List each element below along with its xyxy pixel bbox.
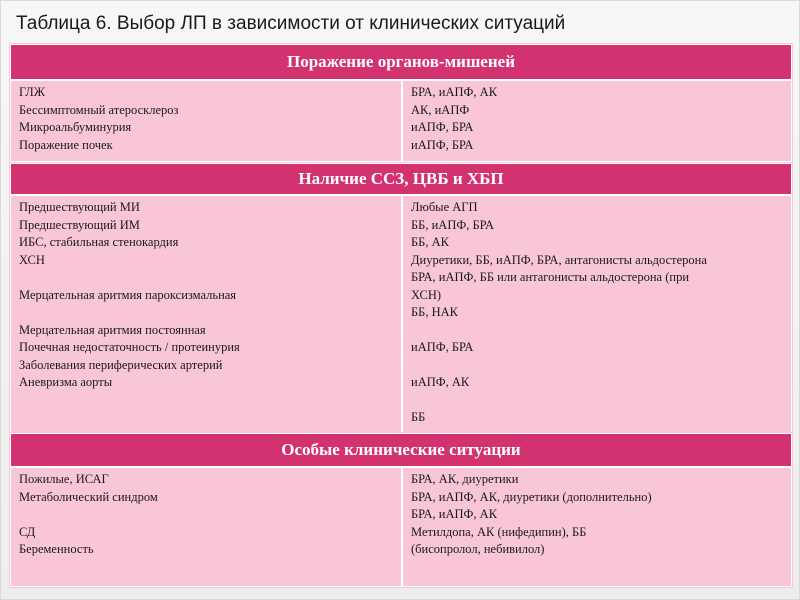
condition-line: Мерцательная аритмия пароксизмальная [19,287,237,302]
conditions-column [11,196,403,432]
condition-line: ИБС, стабильная стенокардия [19,235,179,249]
condition-line: Метаболический синдром [19,489,158,504]
drug-line: БРА, иАПФ, АК [411,85,498,99]
condition-line: ХСН [19,252,45,267]
condition-line: Заболевания периферических артерий [19,357,223,372]
drug-line [411,322,785,340]
drug-line: БРА, иАПФ, ББ или антагонисты альдостерона (при [411,270,690,284]
condition-line: Мерцательная аритмия постоянная [19,322,206,337]
drug-line: БРА, иАПФ, АК, диуретики (дополнительно) [411,489,652,504]
drug-line: иАПФ, БРА [411,137,474,152]
section-target-organs [10,44,792,162]
drug-line: иАПФ, АК [411,375,470,389]
drug-line: Метилдопа, АК (нифедипин), ББ [411,524,587,539]
condition-line: Аневризма аорты [19,375,113,389]
drug-line: АК, иАПФ [411,102,470,117]
drug-line: Диуретики, ББ, иАПФ, БРА, антагонисты альдостерона [411,252,707,267]
condition-line: Бессимптомный атеросклероз [19,102,179,117]
condition-line: Пожилые, ИСАГ [19,472,109,486]
condition-line: Поражение почек [19,137,113,152]
condition-line [19,506,395,524]
drugs-column [403,468,791,586]
section-header: Поражение органов-мишеней [11,45,791,81]
condition-line: Почечная недостаточность / протеинурия [19,340,240,354]
section-body [11,468,791,586]
section-header: Особые клинические ситуации [11,434,791,468]
condition-line [19,304,395,322]
condition-line: Предшествующий ИМ [19,217,140,232]
drug-line: Любые АГП [411,200,478,214]
condition-line: Беременность [19,542,94,556]
section-special-situations [10,433,792,587]
drug-line: ББ, НАК [411,305,458,319]
drug-line: иАПФ, БРА [411,120,474,134]
drug-line: ХСН) [411,287,442,302]
drug-line [411,357,785,375]
drugs-column [403,196,791,432]
condition-line: ГЛЖ [19,85,45,99]
condition-line: Микроальбуминурия [19,120,132,134]
drug-line: ББ, иАПФ, БРА [411,217,495,232]
drug-line [411,392,785,410]
conditions-column [11,468,403,586]
section-body [11,196,791,432]
condition-line: СД [19,524,36,539]
section-header: Наличие ССЗ, ЦВБ и ХБП [11,164,791,196]
condition-line [19,269,395,287]
drug-line: БРА, иАПФ, АК [411,507,498,521]
condition-line: Предшествующий МИ [19,200,140,214]
drug-line: БРА, АК, диуретики [411,472,519,486]
drug-line: (бисопролол, небивилол) [411,542,545,556]
conditions-column [11,81,403,161]
section-body [11,81,791,161]
page-title: Таблица 6. Выбор ЛП в зависимости от клинических ситуаций [16,13,566,34]
drug-line: ББ [411,410,426,424]
section-cvd-cvb-ckd [10,163,792,433]
drug-line: иАПФ, БРА [411,340,474,354]
drug-line: ББ, АК [411,235,449,249]
drugs-column [403,81,791,161]
